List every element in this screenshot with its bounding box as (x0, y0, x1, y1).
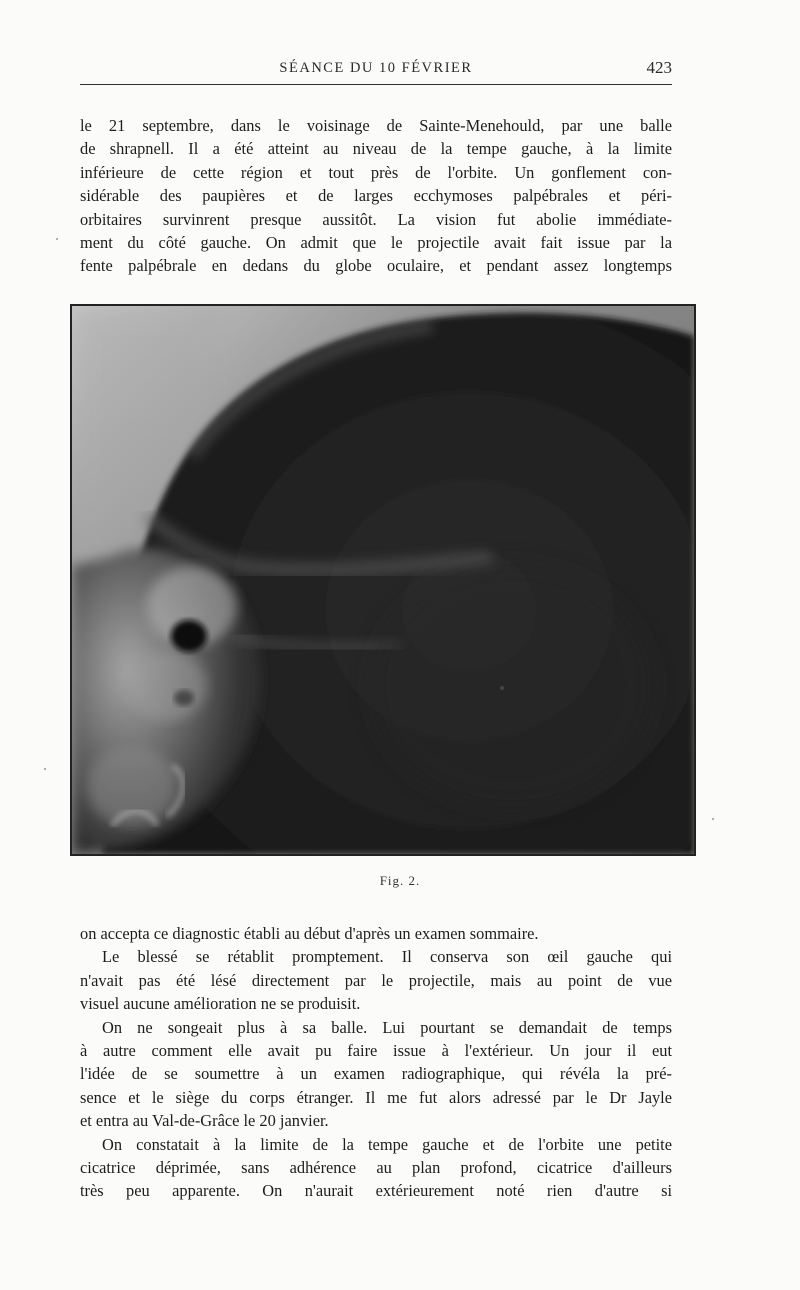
text-line: fente palpébrale en dedans du globe oculaire, et pendant assez longtemps (80, 256, 672, 276)
text-line: On ne songeait plus à sa balle. Lui pourtant se demandait de temps (102, 1017, 672, 1037)
text-line: sidérable des paupières et de larges ecchymoses palpébrales et péri- (80, 186, 672, 206)
text-line: très peu apparente. On n'aurait extérieurement noté rien d'autre si (80, 1181, 672, 1201)
text-line: ment du côté gauche. On admit que le projectile avait fait issue par la (80, 232, 672, 252)
page-number: 423 (646, 58, 672, 77)
text-line: inférieure de cette région et tout près de l'orbite. Un gonflement con- (80, 162, 672, 182)
text-line: de shrapnell. Il a été atteint au niveau de la tempe gauche, à la limite (80, 139, 672, 159)
running-head (80, 58, 672, 85)
xray-figure (70, 304, 696, 856)
text-line: On constatait à la limite de la tempe gauche et de l'orbite une petite (102, 1134, 672, 1154)
text-line: le 21 septembre, dans le voisinage de Sainte-Menehould, par une balle (80, 116, 672, 135)
text-line: cicatrice déprimée, sans adhérence au plan profond, cicatrice d'ailleurs (80, 1157, 672, 1177)
figure-caption: Fig. 2. (379, 873, 421, 888)
text-line: orbitaires survinrent presque aussitôt. La vision fut abolie immédiate- (80, 209, 672, 229)
running-title: SÉANCE DU 10 FÉVRIER (279, 60, 473, 76)
bottom-text (80, 922, 672, 1203)
xray-skull-image (72, 306, 694, 854)
text-line: à autre comment elle avait pu faire issue à l'extérieur. Un jour il eut (80, 1040, 672, 1060)
text-line: l'idée de se soumettre à un examen radiographique, qui révéla la pré- (80, 1064, 672, 1084)
margin-speck (712, 818, 714, 820)
text-line: visuel aucune amélioration ne se produisit. (80, 994, 361, 1014)
margin-speck (44, 768, 46, 770)
text-line: on accepta ce diagnostic établi au début d'après un examen sommaire. (80, 924, 539, 943)
text-line: sence et le siège du corps étranger. Il me fut alors adressé par le Dr Jayle (80, 1087, 672, 1107)
text-line: n'avait pas été lésé directement par le projectile, mais au point de vue (80, 970, 672, 990)
text-line: Le blessé se rétablit promptement. Il conserva son œil gauche qui (102, 947, 672, 967)
foreign-body (171, 620, 207, 652)
text-line: et entra au Val-de-Grâce le 20 janvier. (80, 1111, 329, 1131)
top-paragraph (80, 114, 672, 278)
margin-speck (56, 238, 58, 240)
